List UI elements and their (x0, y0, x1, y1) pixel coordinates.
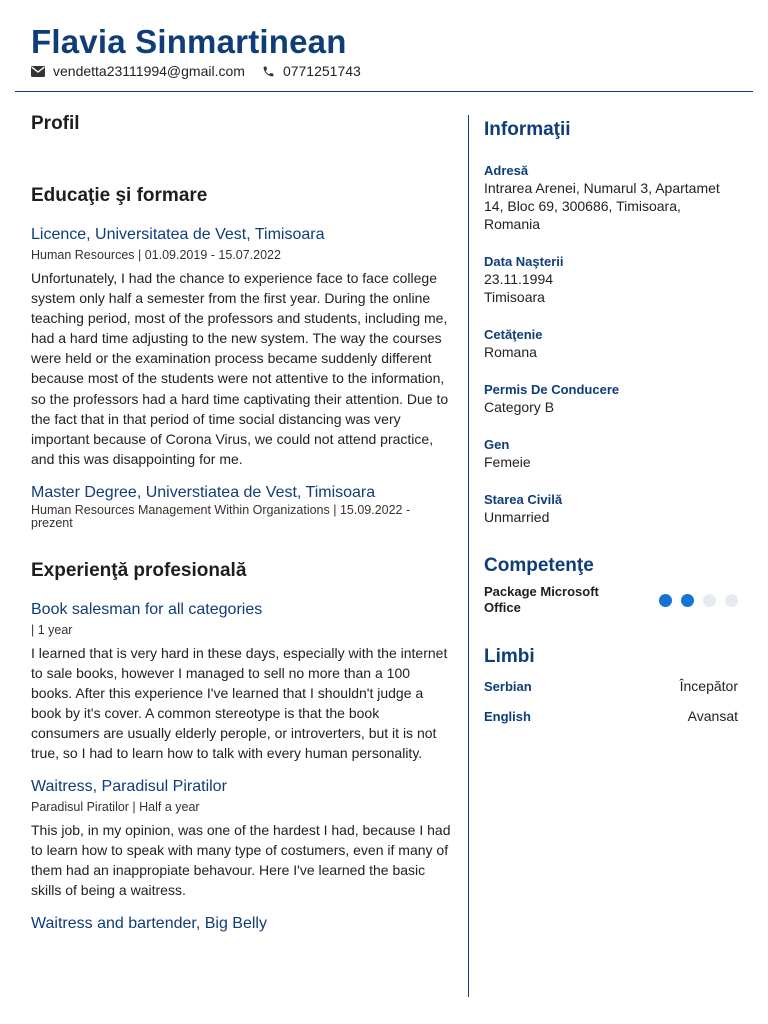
column-divider (468, 115, 469, 997)
info-item-citizenship (484, 327, 738, 361)
header-divider (15, 91, 753, 92)
info-value: Unmarried (484, 509, 550, 525)
phone-contact[interactable] (262, 63, 361, 79)
main-column (31, 112, 451, 934)
info-value: Romana (484, 344, 537, 360)
person-name: Flavia Sinmartinean (31, 23, 347, 60)
info-value: Category B (484, 399, 555, 415)
info-value: 23.11.1994 (484, 271, 554, 287)
phone-icon (262, 65, 275, 78)
entry-description: I learned that is very hard in these days, especially with the internet to sale books, however I managed to sell no more than a 100 books. After this experience I've learned that I shouldn't judge a book by it's cover. A common stereotype is that the book consumers are usually elderly perople, or introverters, but it is not true, so I had to learn how to talk with every human personality. (31, 644, 448, 762)
entry-meta: Paradisul Piratilor | Half a year (31, 799, 200, 814)
experience-heading: Experienţă profesională (31, 559, 247, 581)
info-label: Adresă (484, 163, 529, 178)
experience-entry (31, 914, 451, 934)
education-entry (31, 483, 451, 530)
languages-heading: Limbi (484, 646, 535, 667)
entry-title: Book salesman for all categories (31, 600, 263, 618)
experience-entry (31, 600, 451, 764)
info-label: Starea Civilă (484, 492, 563, 507)
resume-header (31, 22, 753, 79)
language-name: Serbian (484, 678, 532, 694)
entry-description: Unfortunately, I had the chance to experience face to face college system only half a semester from the first year. During the online teaching period, most of the professors and students, including me, had a hard time adjusting to the new system. The way the courses were held or the examination process became suddenly different because most of the students were not attentive to the information, so the professors had a hard time captivating their attention. Due to the fact that in that period of time social distancing was very important because of Corona Virus, we could not attend practice, and this was disappointing for me. (31, 270, 449, 467)
info-value: Timisoara (484, 289, 545, 305)
skill-dot-filled (681, 594, 694, 607)
entry-meta: Human Resources | 01.09.2019 - 15.07.2022 (31, 248, 281, 262)
entry-title: Waitress and bartender, Big Belly (31, 914, 267, 932)
skill-item (484, 584, 738, 616)
email-contact[interactable] (31, 63, 245, 79)
info-label: Permis De Conducere (484, 382, 620, 397)
skill-dot-filled (659, 594, 672, 607)
profile-heading: Profil (31, 113, 80, 134)
info-item-birth (484, 254, 738, 306)
education-entry (31, 225, 451, 469)
info-value: Intrarea Arenei, Numarul 3, Apartamet 14, Bloc 69, 300686, Timisoara, Romania (484, 180, 720, 232)
language-item (484, 707, 738, 725)
skill-level-dots (650, 594, 738, 607)
language-name: English (484, 708, 531, 724)
skill-dot-empty (703, 594, 716, 607)
info-item-marital (484, 492, 738, 526)
info-heading: Informaţii (484, 119, 571, 140)
info-item-license (484, 382, 738, 416)
email-text: vendetta23111994@gmail.com (53, 63, 245, 79)
language-level: Avansat (687, 708, 738, 724)
entry-title: Waitress, Paradisul Piratilor (31, 777, 227, 795)
contact-row (31, 63, 753, 79)
entry-description: This job, in my opinion, was one of the hardest I had, because I had to learn how to speak with many type of costumers, even if many of them had an inappropiate behavour. Here I've learned the basic skills of being a waitress. (31, 821, 451, 898)
language-level: Începător (679, 678, 738, 694)
experience-entry (31, 777, 451, 900)
envelope-icon (31, 66, 45, 77)
skill-name: Package Microsoft Office (484, 584, 599, 615)
skill-dot-empty (725, 594, 738, 607)
info-item-address (484, 163, 738, 233)
info-label: Data Naşterii (484, 254, 564, 269)
entry-title: Licence, Universitatea de Vest, Timisoara (31, 226, 325, 243)
info-label: Cetăţenie (484, 327, 543, 342)
entry-meta: | 1 year (31, 622, 73, 637)
entry-title: Master Degree, Universtiatea de Vest, Timisoara (31, 483, 376, 501)
entry-meta: Human Resources Management Within Organizations | 15.09.2022 - prezent (31, 502, 411, 530)
education-heading: Educaţie şi formare (31, 185, 208, 206)
info-label: Gen (484, 437, 510, 452)
skills-heading: Competenţe (484, 555, 594, 576)
info-item-gender (484, 437, 738, 471)
phone-text: 0771251743 (282, 63, 361, 79)
info-value: Femeie (484, 454, 531, 470)
language-item (484, 677, 738, 695)
sidebar-column (484, 118, 738, 725)
